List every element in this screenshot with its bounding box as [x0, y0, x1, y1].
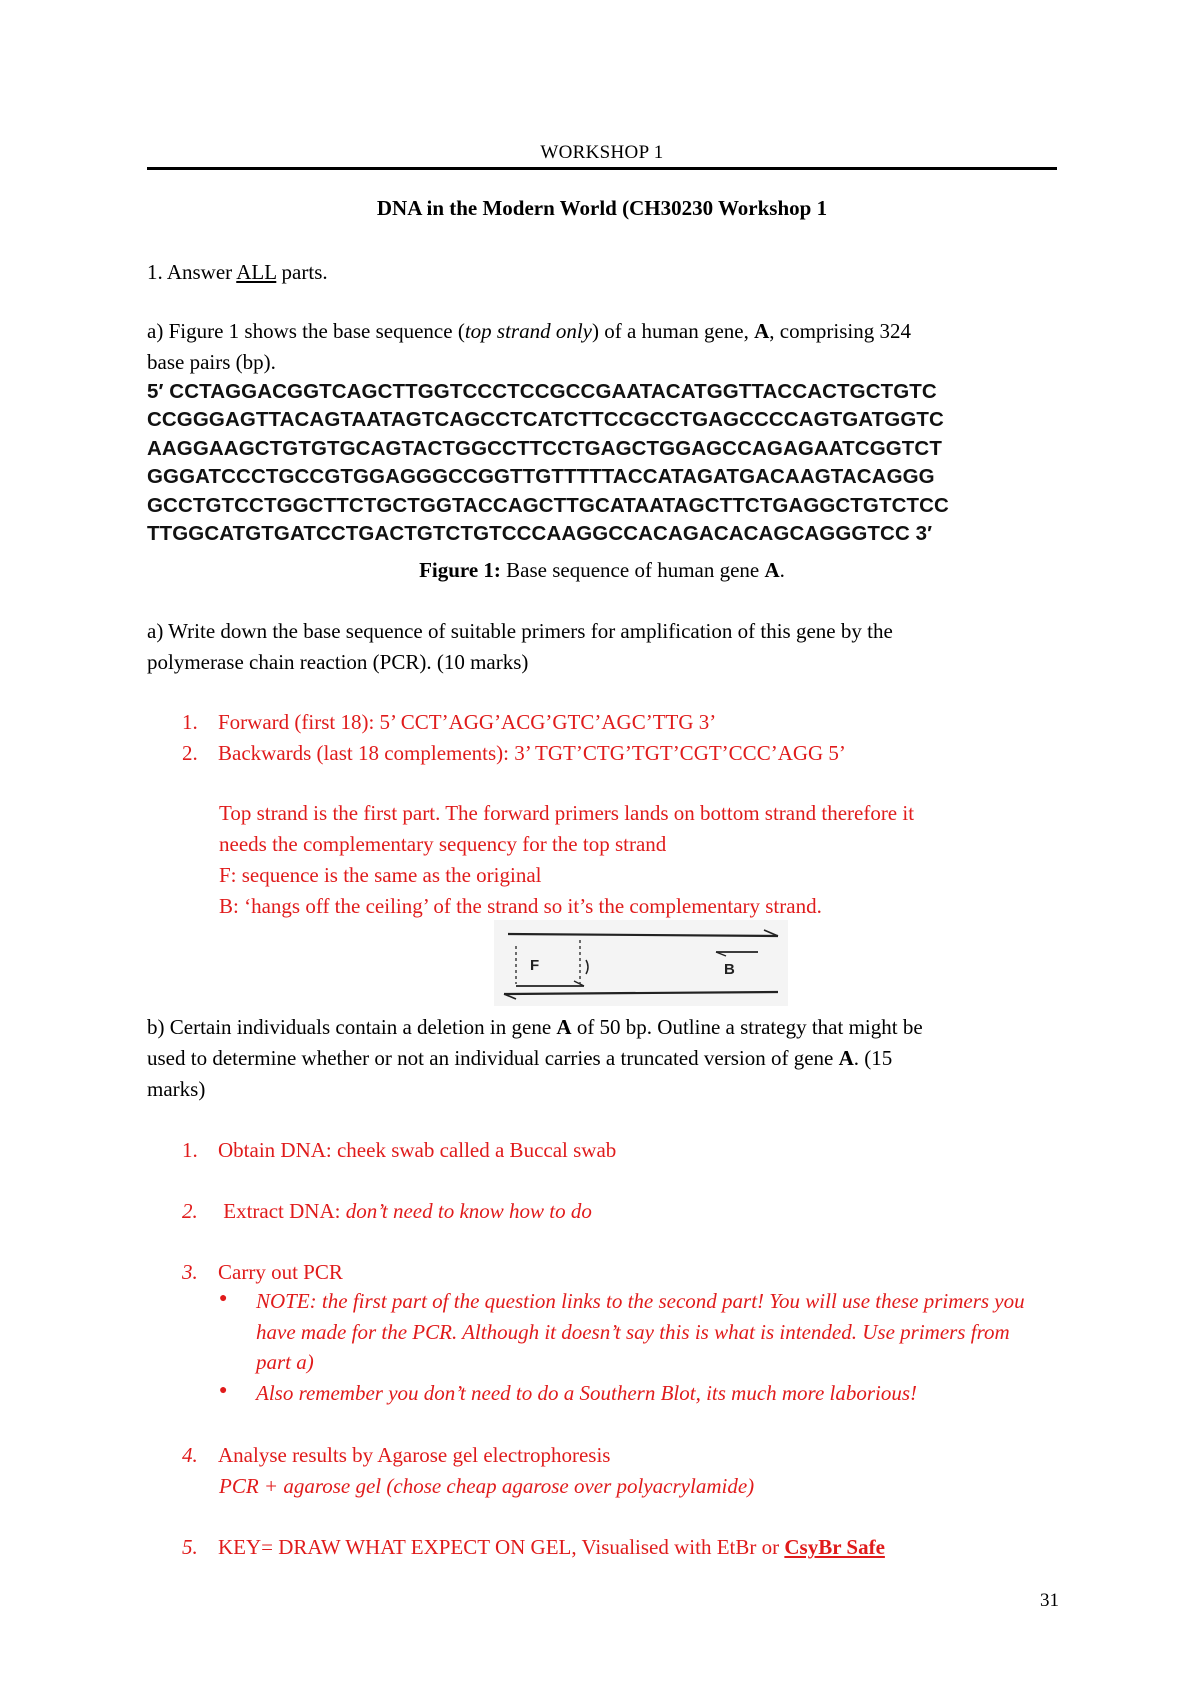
- sequence-line: CCGGGAGTTACAGTAATAGTCAGCCTCATCTTCCGCCTGAGCCCCAGTGATGGTC: [147, 408, 944, 432]
- part-a-intro-line2: base pairs (bp).: [147, 350, 276, 374]
- step-text: Analyse results by Agarose gel electrophoresis: [218, 1443, 611, 1467]
- caption-end: .: [779, 558, 785, 582]
- part-b-text: used to determine whether or not an individual carries a truncated version of gene: [147, 1046, 839, 1070]
- diagram-label-b: B: [724, 961, 735, 978]
- part-b-text: of 50 bp. Outline a strategy that might be: [571, 1015, 923, 1039]
- caption-gene: A: [764, 558, 780, 582]
- sequence-line: GGGATCCCTGCCGTGGAGGGCCGGTTGTTTTTACCATAGATGACAAGTACAGGG: [147, 465, 935, 489]
- primer-diagram-svg: [494, 920, 788, 1006]
- step-text: Extract DNA:: [218, 1199, 346, 1223]
- step-text: Obtain DNA: cheek swab called a Buccal swab: [218, 1138, 617, 1162]
- bracket-mark: [586, 960, 588, 974]
- answer-a-item: [182, 738, 846, 769]
- primer-diagram: [494, 920, 788, 1006]
- part-b-question-line1: [147, 1012, 1057, 1043]
- step4-sub: PCR + agarose gel (chose cheap agarose over polyacrylamide): [219, 1474, 755, 1498]
- gene-label: A: [556, 1015, 572, 1039]
- running-header: WORKSHOP 1: [540, 142, 664, 163]
- gene-sequence: [147, 378, 1067, 548]
- header-rule: [147, 167, 1057, 170]
- answer-b-step1: [182, 1135, 616, 1166]
- sequence-line: AAGGAAGCTGTGTGCAGTACTGGCCTTCCTGAGCTGGAGCCAGAGAATCGGTCT: [147, 436, 942, 460]
- step-italic: don’t need to know how to do: [345, 1199, 592, 1223]
- answer-a-item: [182, 707, 716, 738]
- part-a-italic: top strand only: [464, 319, 592, 343]
- intro-text-end: parts.: [276, 260, 328, 284]
- part-a-intro: [147, 316, 1057, 347]
- top-strand-line: [508, 934, 778, 936]
- part-b-text: b) Certain individuals contain a deletion in gene: [147, 1015, 557, 1039]
- caption-label: Figure 1:: [419, 558, 501, 582]
- bullet-icon: ●: [219, 1383, 228, 1398]
- backward-primer: Backwards (last 18 complements): 3’ TGT’CTG’TGT’CGT’CCC’AGG 5’: [218, 741, 846, 765]
- intro-text: 1. Answer: [147, 260, 237, 284]
- gene-label: A: [838, 1046, 854, 1070]
- page-number: 31: [1040, 1590, 1059, 1611]
- answer-a-note: F: sequence is the same as the original: [219, 863, 542, 887]
- bullet-icon: ●: [219, 1291, 228, 1306]
- answer-b-step2: [182, 1196, 592, 1227]
- part-b-question-line3: marks): [147, 1077, 206, 1101]
- answer-b-step5: [182, 1532, 885, 1563]
- part-a-text: a) Figure 1 shows the base sequence (: [147, 319, 465, 343]
- part-a-text: , comprising 324: [769, 319, 912, 343]
- answer-a-note: needs the complementary sequency for the top strand: [219, 832, 667, 856]
- answer-b-step4: [182, 1440, 610, 1471]
- list-number: 3.: [182, 1260, 198, 1284]
- bottom-strand-line: [504, 992, 778, 994]
- sequence-line: GCCTGTCCTGGCTTCTGCTGGTACCAGCTTGCATAATAGCTTCTGAGGCTGTCTCC: [147, 493, 949, 517]
- answer-a-note: Top strand is the first part. The forward primers lands on bottom strand therefore it: [219, 801, 915, 825]
- list-number: 4.: [182, 1443, 198, 1467]
- list-number: 1.: [182, 710, 198, 734]
- step-text: KEY= DRAW WHAT EXPECT ON GEL, Visualised with EtBr or: [218, 1535, 785, 1559]
- answer-b-step3: [182, 1257, 343, 1288]
- part-a-question-line2: polymerase chain reaction (PCR). (10 marks): [147, 650, 529, 674]
- forward-primer: Forward (first 18): 5’ CCT’AGG’ACG’GTC’AGC’TTG 3’: [218, 710, 717, 734]
- gene-label: A: [754, 319, 770, 343]
- step3-bullet: NOTE: the first part of the question links to the second part! You will use these primers you have made for the PCR. Although it doesn’t say this is what is intended. Use primers from part a): [256, 1289, 1025, 1374]
- figure-caption: [147, 558, 1057, 583]
- list-number: 2.: [182, 741, 198, 765]
- part-a-text: ) of a human gene,: [592, 319, 755, 343]
- list-number: 1.: [182, 1138, 198, 1162]
- intro-underlined: ALL: [236, 260, 277, 284]
- sequence-line: 5′ CCTAGGACGGTCAGCTTGGTCCCTCCGCCGAATACATGGTTACCACTGCTGTC: [147, 380, 937, 403]
- caption-text: Base sequence of human gene: [500, 558, 765, 582]
- part-b-text: . (15: [853, 1046, 893, 1070]
- list-number: 2.: [182, 1199, 198, 1223]
- answer-a-note: B: ‘hangs off the ceiling’ of the strand so it’s the complementary strand.: [219, 894, 822, 918]
- diagram-label-f: F: [530, 957, 540, 974]
- step-text: Carry out PCR: [218, 1260, 343, 1284]
- document-title: DNA in the Modern World (CH30230 Workshop 1: [376, 196, 828, 220]
- list-number: 5.: [182, 1535, 198, 1559]
- sequence-line: TTGGCATGTGATCCTGACTGTCTGTCCCAAGGCCACAGACACAGCAGGGTCC 3′: [147, 522, 933, 546]
- part-b-question-line2: [147, 1043, 1057, 1074]
- stain-link: CsyBr Safe: [784, 1535, 885, 1559]
- step3-bullet: Also remember you don’t need to do a Southern Blot, its much more laborious!: [256, 1381, 918, 1405]
- part-a-question-line1: a) Write down the base sequence of suitable primers for amplification of this gene by the: [147, 619, 893, 643]
- question-intro: [147, 257, 1057, 288]
